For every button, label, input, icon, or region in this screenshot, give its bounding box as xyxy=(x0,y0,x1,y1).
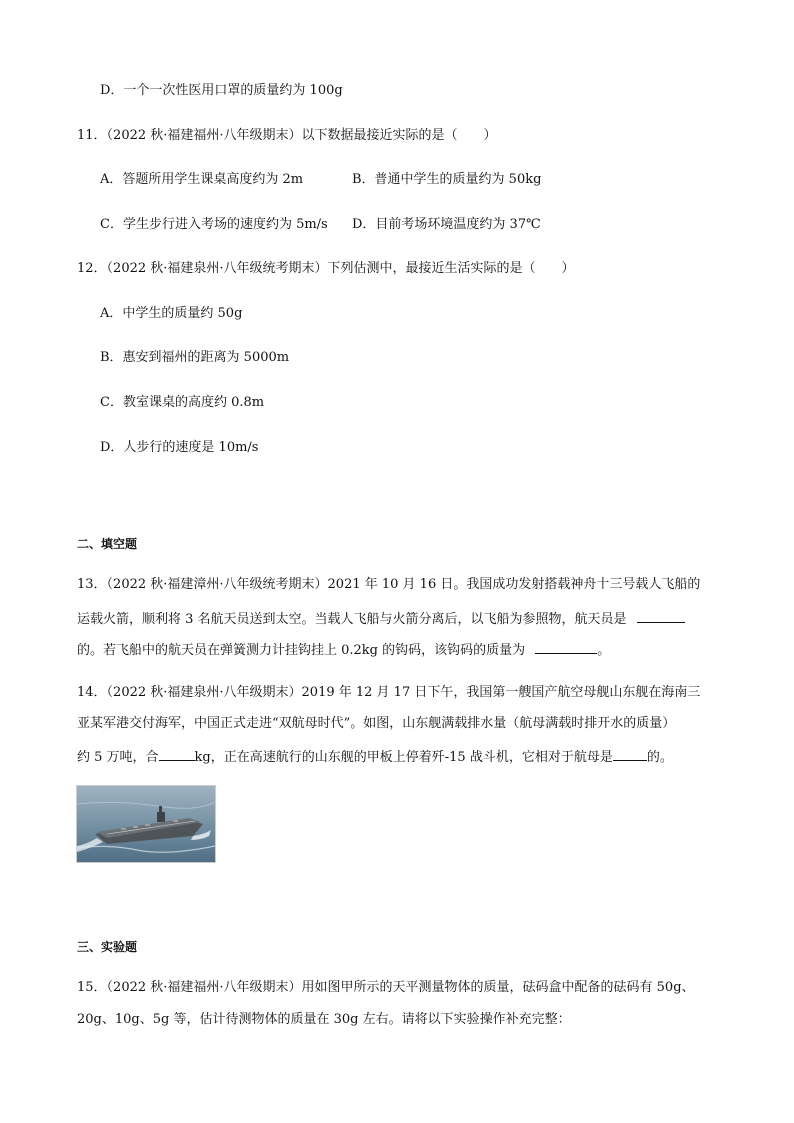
section-experiment-heading: 三、实验题 xyxy=(77,940,138,954)
q12-option-a: A．中学生的质量约 50g xyxy=(100,306,243,321)
aircraft-carrier-illustration xyxy=(77,786,215,862)
section-fill-in-heading: 二、填空题 xyxy=(77,537,138,551)
q12-option-b: B．惠安到福州的距离为 5000m xyxy=(100,350,290,365)
q13-text-b: 的。若飞船中的航天员在弹簧测力计挂钩挂上 0.2kg 的钩码，该钩码的质量为 xyxy=(77,643,526,658)
q14-answer-blank-2[interactable] xyxy=(613,746,647,761)
q15-line-2: 20g、10g、5g 等，估计待测物体的质量在 30g 左右。请将以下实验操作补充完整： xyxy=(77,1012,571,1027)
q14-text-a: 约 5 万吨，合 xyxy=(77,750,159,765)
q13-line-2 xyxy=(77,608,685,629)
q12-stem: 12．（2022 秋·福建泉州·八年级统考期末）下列估测中，最接近生活实际的是（ ） xyxy=(77,261,575,276)
q11-option-d: D．目前考场环境温度约为 37℃ xyxy=(352,217,541,232)
q11-option-c: C．学生步行进入考场的速度约为 5m/s xyxy=(100,217,328,232)
q11-option-b: B．普通中学生的质量约为 50kg xyxy=(352,172,542,187)
q14-line-1: 14．（2022 秋·福建泉州·八年级期末）2019 年 12 月 17 日下午，我国第一艘国产航空母舰山东舰在海南三 xyxy=(77,685,701,700)
q12-option-d: D．人步行的速度是 10m/s xyxy=(100,440,259,455)
q13-line-3 xyxy=(77,639,610,660)
q15-line-1: 15．（2022 秋·福建福州·八年级期末）用如图甲所示的天平测量物体的质量，砝码盒中配备的砝码有 50g、 xyxy=(77,980,695,995)
q13-line-1: 13．（2022 秋·福建漳州·八年级统考期末）2021 年 10 月 16 日。我国成功发射搭载神舟十三号载人飞船的 xyxy=(77,577,701,592)
q14-text-b: kg，正在高速航行的山东舰的甲板上停着歼-15 战斗机，它相对于航母是 xyxy=(194,750,613,765)
q13-answer-blank-2[interactable] xyxy=(535,639,597,654)
aircraft-carrier-photo xyxy=(76,785,216,863)
q13-text-c: 。 xyxy=(597,643,611,658)
q14-answer-blank-1[interactable] xyxy=(159,746,195,761)
q14-text-c: 的。 xyxy=(646,750,673,765)
q13-answer-blank-1[interactable] xyxy=(637,608,685,623)
q14-line-3 xyxy=(77,746,673,767)
q11-stem: 11．（2022 秋·福建福州·八年级期末）以下数据最接近实际的是（ ） xyxy=(77,128,497,143)
q13-text-a: 运载火箭，顺利将 3 名航天员送到太空。当载人飞船与火箭分离后，以飞船为参照物，航天员是 xyxy=(77,612,627,627)
q11-option-a: A．答题所用学生课桌高度约为 2m xyxy=(100,172,304,187)
q10-option-d: D．一个一次性医用口罩的质量约为 100g xyxy=(100,83,343,98)
q12-option-c: C．教室课桌的高度约 0.8m xyxy=(100,395,265,410)
q14-line-2: 亚某军港交付海军，中国正式走进“双航母时代”。如图，山东舰满载排水量（航母满载时排开水的质量） xyxy=(77,716,676,731)
